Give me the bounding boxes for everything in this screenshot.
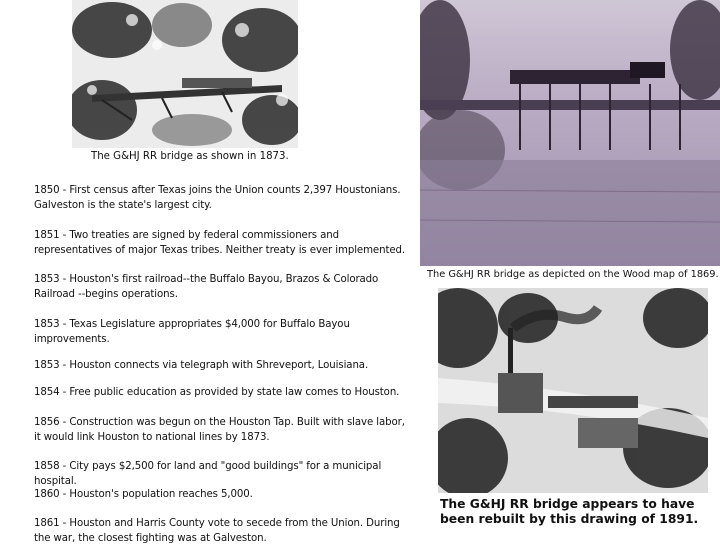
- timeline-year: 1860: [34, 489, 60, 500]
- timeline-text: - First census after Texas joins the Union counts 2,397 Houstonians. Galveston is the state's largest city.: [34, 185, 401, 211]
- timeline-entry: [34, 228, 414, 258]
- bridge-1873-image: [72, 0, 298, 148]
- timeline-text: - Construction was begun on the Houston Tap. Built with slave labor, it would link Houston to national lines by 1873.: [34, 417, 405, 443]
- timeline-entry: [34, 317, 414, 347]
- timeline-entry: [34, 516, 414, 546]
- timeline-text: - Houston's population reaches 5,000.: [59, 489, 253, 500]
- timeline-entry: [34, 272, 414, 302]
- timeline-entry: [34, 183, 414, 213]
- bridge-1891-image: [438, 288, 708, 493]
- timeline-text: - Two treaties are signed by federal commissioners and representatives of major Texas tribes. Neither treaty is ever implemented.: [34, 230, 406, 256]
- timeline-text: - City pays $2,500 for land and "good buildings" for a municipal hospital.: [34, 461, 382, 487]
- timeline-text: - Houston and Harris County vote to secede from the Union. During the war, the closest fighting was at Galveston.: [34, 518, 400, 544]
- timeline-year: 1861: [34, 518, 60, 529]
- timeline-text: - Houston connects via telegraph with Shreveport, Louisiana.: [59, 360, 369, 371]
- timeline-entry: [34, 385, 414, 400]
- timeline-year: 1856: [34, 417, 60, 428]
- timeline-entry: [34, 459, 414, 489]
- caption-1873: The G&HJ RR bridge as shown in 1873.: [91, 151, 289, 162]
- timeline-year: 1851: [34, 230, 60, 241]
- timeline-entry: [34, 358, 414, 373]
- timeline-text: - Houston's first railroad--the Buffalo Bayou, Brazos & Colorado Railroad --begins operations.: [34, 274, 379, 300]
- timeline-text: - Free public education as provided by state law comes to Houston.: [59, 387, 400, 398]
- caption-1869: The G&HJ RR bridge as depicted on the Wood map of 1869.: [427, 269, 719, 280]
- timeline-year: 1854: [34, 387, 60, 398]
- timeline-year: 1853: [34, 274, 60, 285]
- timeline-text: - Texas Legislature appropriates $4,000 for Buffalo Bayou improvements.: [34, 319, 350, 345]
- timeline-year: 1850: [34, 185, 60, 196]
- timeline-entry: [34, 487, 414, 502]
- timeline-entry: [34, 415, 414, 445]
- timeline-year: 1858: [34, 461, 60, 472]
- bridge-1869-image: [420, 0, 720, 266]
- timeline-year: 1853: [34, 360, 60, 371]
- timeline-year: 1853: [34, 319, 60, 330]
- caption-1891: The G&HJ RR bridge appears to have been rebuilt by this drawing of 1891.: [440, 497, 699, 526]
